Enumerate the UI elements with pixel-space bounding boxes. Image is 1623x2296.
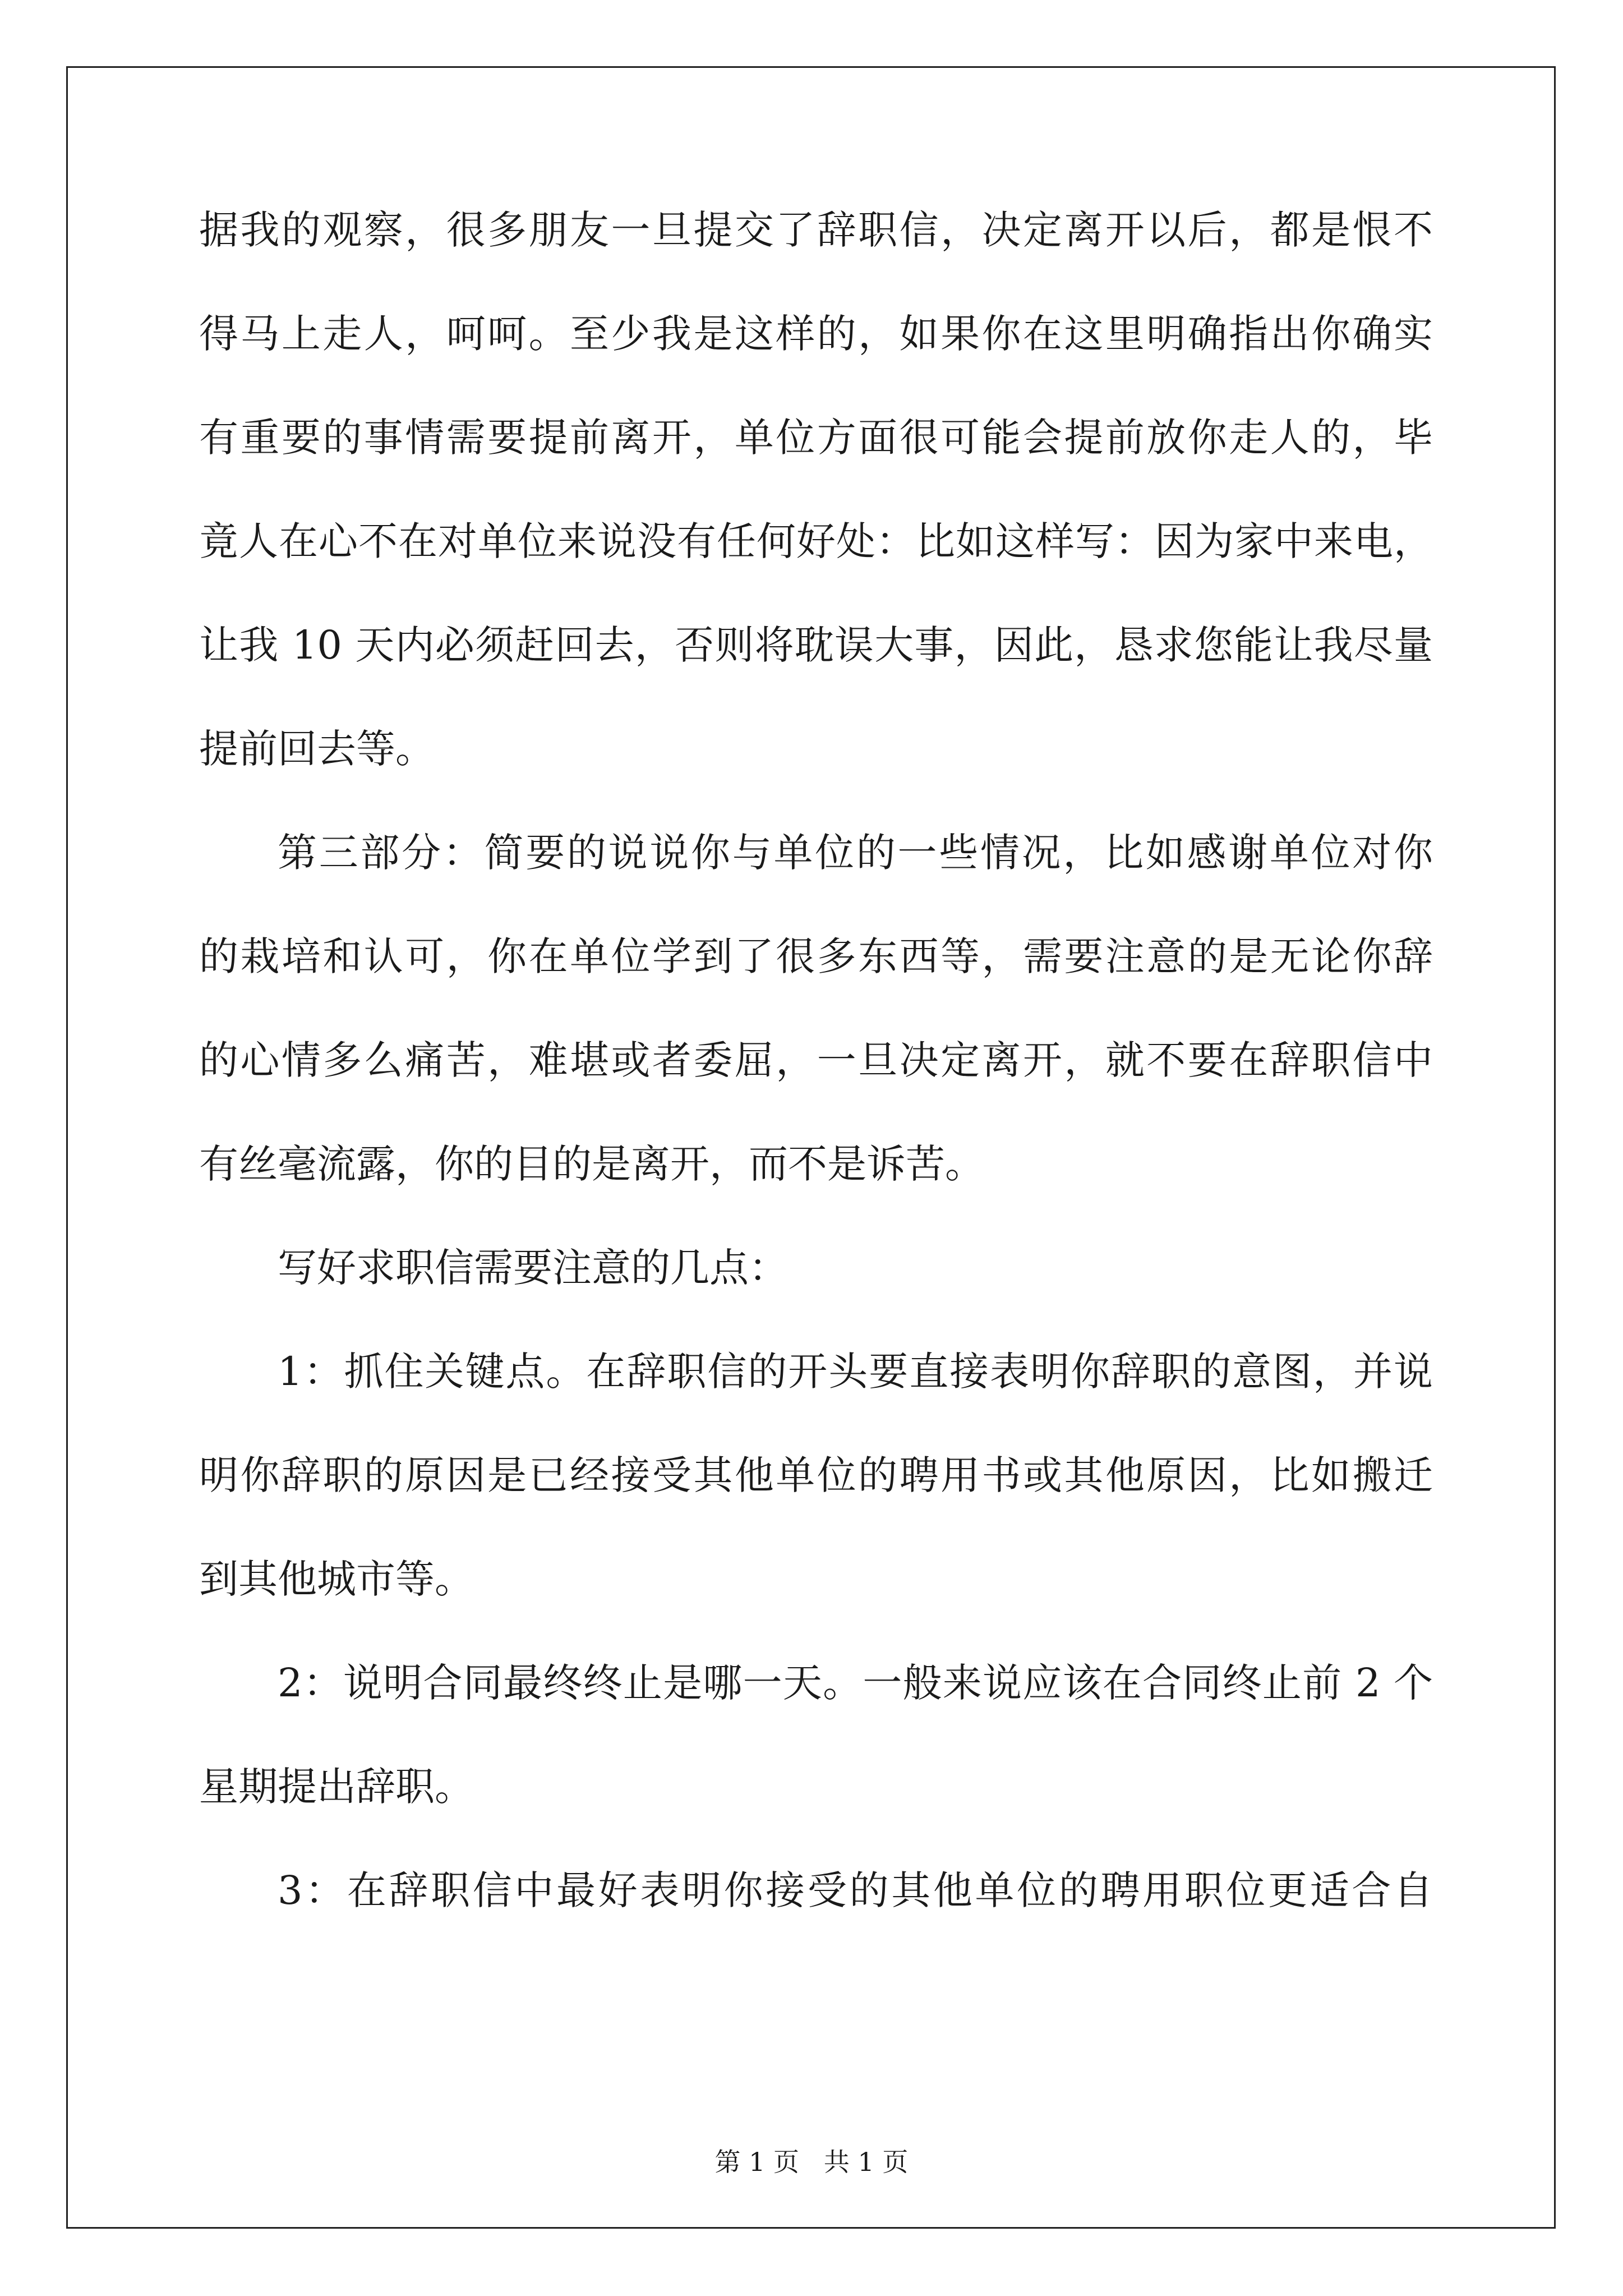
page-footer: 第 1 页 共 1 页	[714, 2147, 909, 2177]
text-line: 第三部分：简要的说说你与单位的一些情况，比如感谢单位对你	[278, 830, 1433, 876]
text-line: 有重要的事情需要提前离开，单位方面很可能会提前放你走人的，毕	[199, 415, 1433, 461]
text-line: 星期提出辞职。	[199, 1764, 474, 1810]
text-line: 得马上走人，呵呵。至少我是这样的，如果你在这里明确指出你确实	[199, 311, 1433, 357]
text-line: 2：说明合同最终终止是哪一天。一般来说应该在合同终止前 2 个	[278, 1660, 1433, 1706]
text-line: 有丝毫流露，你的目的是离开，而不是诉苦。	[199, 1141, 984, 1187]
text-line: 写好求职信需要注意的几点：	[278, 1245, 788, 1291]
text-line: 让我 10 天内必须赶回去，否则将耽误大事，因此，恳求您能让我尽量	[199, 622, 1433, 668]
text-line: 明你辞职的原因是已经接受其他单位的聘用书或其他原因，比如搬迁	[199, 1452, 1433, 1498]
text-line: 3：在辞职信中最好表明你接受的其他单位的聘用职位更适合自	[278, 1867, 1433, 1913]
text-line: 的心情多么痛苦，难堪或者委屈，一旦决定离开，就不要在辞职信中	[199, 1037, 1433, 1083]
document-body	[199, 208, 1433, 1972]
text-line: 提前回去等。	[199, 726, 435, 772]
text-line: 到其他城市等。	[199, 1556, 474, 1602]
text-line: 1：抓住关键点。在辞职信的开头要直接表明你辞职的意图，并说	[278, 1349, 1433, 1395]
text-line: 据我的观察，很多朋友一旦提交了辞职信，决定离开以后，都是恨不	[199, 207, 1433, 253]
text-line: 的栽培和认可，你在单位学到了很多东西等，需要注意的是无论你辞	[199, 933, 1433, 979]
text-line: 竟人在心不在对单位来说没有任何好处：比如这样写：因为家中来电，	[199, 518, 1433, 564]
